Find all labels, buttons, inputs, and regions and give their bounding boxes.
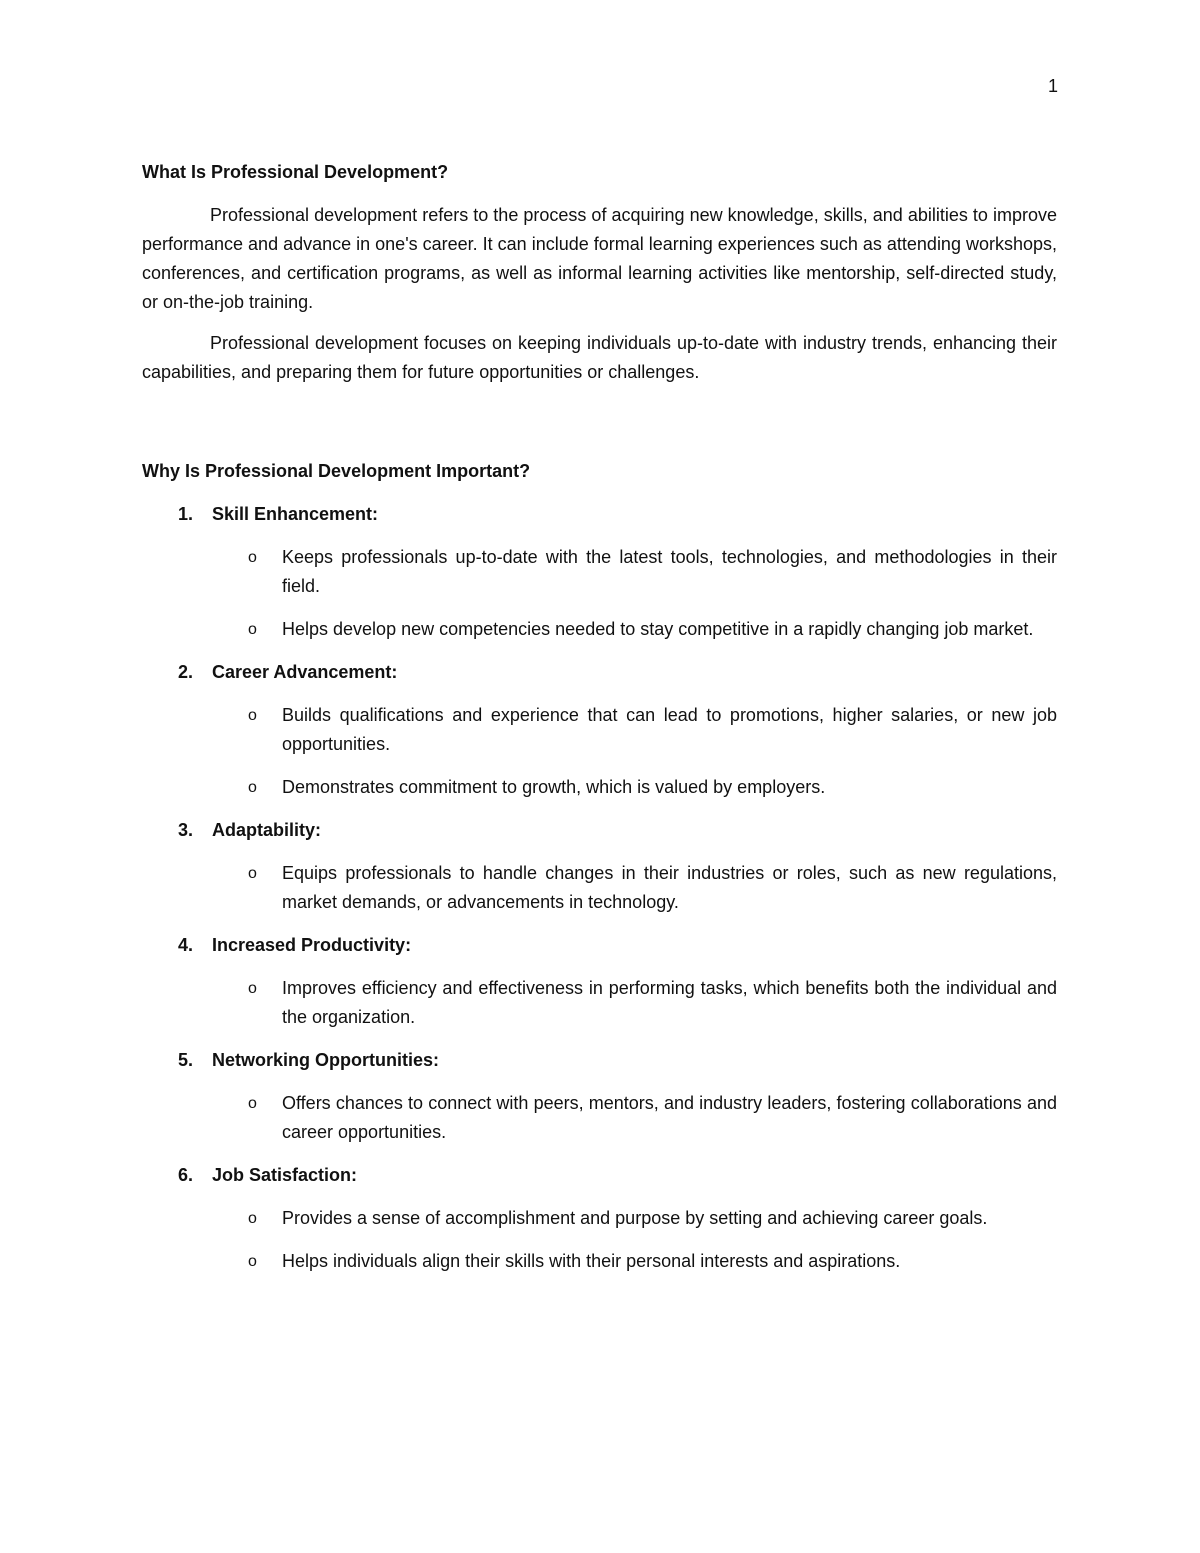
reason-item [142,658,1057,802]
reason-title-row [142,658,1057,687]
bullet-item [142,773,1057,802]
bullet-text: Helps individuals align their skills with their personal interests and aspirations. [282,1251,901,1271]
reason-title-row [142,816,1057,845]
bullet-text: Builds qualifications and experience that can lead to promotions, higher salaries, or new job opportunities. [282,705,1057,754]
reason-item [142,1161,1057,1276]
bullet-text: Keeps professionals up-to-date with the latest tools, technologies, and methodologies in their field. [282,547,1057,596]
reason-number-cell [142,500,210,529]
reason-title-row [142,931,1057,960]
bullet-item [142,1247,1057,1276]
reason-title: Job Satisfaction: [212,1165,358,1185]
reasons-list [142,500,1057,1276]
bullet-marker-icon: o [248,1210,257,1227]
bullet-marker-icon: o [248,779,257,796]
bullet-text: Equips professionals to handle changes in their industries or roles, such as new regulations, market demands, or advancements in technology. [282,863,1057,912]
bullet-item [142,1204,1057,1233]
bullet-item [142,543,1057,601]
reason-title: Networking Opportunities: [212,1050,439,1070]
reason-title: Career Advancement: [212,662,398,682]
reason-number-cell [142,1046,210,1075]
reason-item [142,1046,1057,1147]
reason-number: 1. [178,504,194,524]
reason-title: Adaptability: [212,820,322,840]
bullet-marker-icon: o [248,1253,257,1270]
bullet-list [142,859,1057,917]
bullet-text: Helps develop new competencies needed to stay competitive in a rapidly changing job market. [282,619,1034,639]
bullet-marker-icon: o [248,980,257,997]
section-heading-why-important: Why Is Professional Development Important? [142,461,531,481]
reason-item [142,816,1057,917]
reason-number: 4. [178,935,194,955]
bullet-marker-icon: o [248,865,257,882]
bullet-marker-icon: o [248,549,257,566]
bullet-item [142,859,1057,917]
bullet-item [142,615,1057,644]
bullet-marker-icon: o [248,707,257,724]
bullet-list [142,1204,1057,1276]
reason-number-cell [142,658,210,687]
section-heading-what-is: What Is Professional Development? [142,162,449,182]
reason-number-cell [142,1161,210,1190]
bullet-list [142,701,1057,802]
bullet-text: Offers chances to connect with peers, mentors, and industry leaders, fostering collaborations and career opportunities. [282,1093,1057,1142]
bullet-text: Demonstrates commitment to growth, which is valued by employers. [282,777,826,797]
reason-number: 2. [178,662,194,682]
reason-number: 6. [178,1165,194,1185]
bullet-text: Improves efficiency and effectiveness in performing tasks, which benefits both the individual and the organization. [282,978,1057,1027]
bullet-list [142,543,1057,644]
reason-number: 5. [178,1050,194,1070]
bullet-list [142,1089,1057,1147]
reason-title: Increased Productivity: [212,935,412,955]
section-spacer [142,399,1057,457]
page-number: 1 [1047,76,1058,96]
reason-title-row [142,1046,1057,1075]
bullet-list [142,974,1057,1032]
bullet-item [142,701,1057,759]
bullet-item [142,974,1057,1032]
body-paragraph: Professional development refers to the process of acquiring new knowledge, skills, and abilities to improve performance and advance in one's career. It can include formal learning experiences such as attending workshops, conferences, and certification programs, as well as informal learning activities like mentorship, self-directed study, or on-the-job training. [142,205,1057,312]
reason-item [142,500,1057,644]
reason-number-cell [142,816,210,845]
reason-number-cell [142,931,210,960]
reason-number: 3. [178,820,194,840]
bullet-marker-icon: o [248,1095,257,1112]
bullet-text: Provides a sense of accomplishment and purpose by setting and achieving career goals. [282,1208,988,1228]
document-body [142,158,1057,1290]
bullet-item [142,1089,1057,1147]
reason-title-row [142,500,1057,529]
bullet-marker-icon: o [248,621,257,638]
reason-title: Skill Enhancement: [212,504,379,524]
reason-item [142,931,1057,1032]
reason-title-row [142,1161,1057,1190]
body-paragraph: Professional development focuses on keeping individuals up-to-date with industry trends, enhancing their capabilities, and preparing them for future opportunities or challenges. [142,333,1057,382]
